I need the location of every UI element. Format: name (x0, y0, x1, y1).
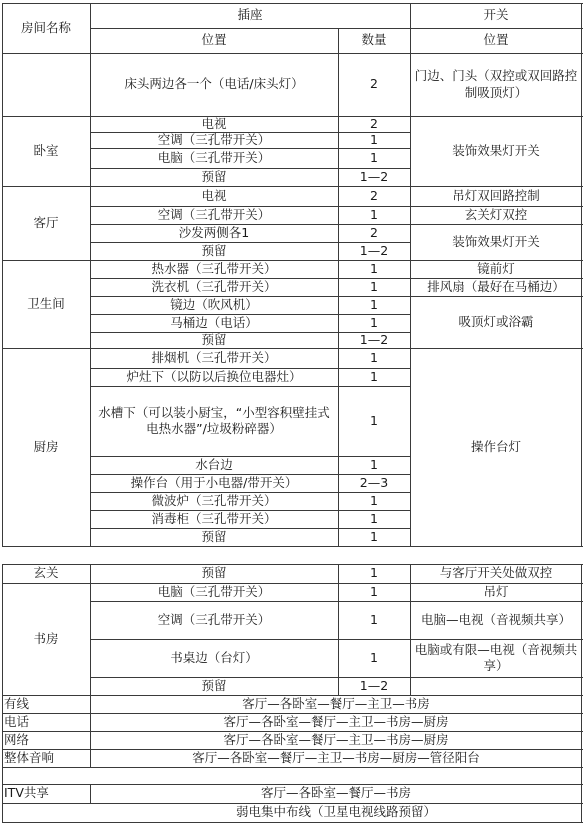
socket-position-cell: 沙发两侧各1 (178, 224, 250, 240)
socket-position-cell: 电视 (201, 115, 227, 131)
switch-kitchen-counter: 操作台灯 (470, 438, 521, 454)
wiring-label-audio: 整体音响 (4, 749, 55, 765)
socket-quantity-cell: 1 (370, 206, 378, 222)
socket-quantity-cell: 1 (370, 611, 378, 627)
wiring-route-cable: 客厅—各卧室—餐厅—主卫—书房 (242, 695, 430, 711)
socket-position-cell: 空调（三孔带开关） (157, 206, 271, 222)
header-room-name: 房间名称 (20, 19, 71, 35)
header-switch-position: 位置 (483, 32, 509, 48)
socket-quantity-cell: 1—2 (359, 677, 389, 693)
socket-quantity-cell: 1 (370, 456, 378, 472)
socket-position-cell: 床头两边各一个（电话/床头灯） (124, 76, 304, 92)
socket-position-cell: 预留 (201, 677, 227, 693)
room-bathroom: 卫生间 (27, 295, 65, 311)
wiring-route-network: 客厅—各卧室—餐厅—主卫—书房—厨房 (223, 731, 449, 747)
socket-quantity-cell: 1—2 (359, 242, 389, 258)
socket-quantity-cell: 1 (370, 649, 378, 665)
socket-position-cell: 预留 (201, 242, 227, 258)
socket-position-cell: 排烟机（三孔带开关） (151, 349, 277, 365)
switch-bath-fan: 排风扇（最好在马桶边） (427, 278, 565, 294)
footer-note: 弱电集中布线（卫星电视线路预留） (235, 804, 436, 820)
wiring-label-cable: 有线 (4, 695, 30, 711)
room-living: 客厅 (33, 214, 59, 230)
switch-living-entry: 玄关灯双控 (464, 206, 528, 222)
wiring-label-itv: ITV共享 (4, 785, 49, 801)
socket-quantity-cell: 1—2 (359, 168, 389, 184)
socket-position-cell: 电脑（三孔带开关） (157, 149, 271, 165)
socket-quantity-cell: 2—3 (359, 474, 389, 490)
socket-position-cell: 电脑（三孔带开关） (157, 583, 271, 599)
socket-quantity-cell: 2 (370, 115, 378, 131)
wiring-label-network: 网络 (4, 731, 30, 747)
socket-quantity-cell: 1 (370, 412, 378, 428)
socket-quantity-cell: 1 (370, 349, 378, 365)
socket-position-cell: 镜边（吹风机） (170, 296, 258, 312)
wiring-plan-table (2, 3, 582, 825)
wiring-route-itv: 客厅—各卧室—餐厅—书房 (260, 785, 411, 801)
socket-position-cell: 水槽下（可以装小厨宝，“小型容积壁挂式电热水器”/垃圾粉碎器） (98, 404, 330, 436)
socket-quantity-cell: 1 (370, 528, 378, 544)
socket-quantity-cell: 1 (370, 510, 378, 526)
switch-living-chandelier: 吊灯双回路控制 (452, 187, 540, 203)
socket-quantity-cell: 1 (370, 149, 378, 165)
socket-quantity-cell: 2 (370, 187, 378, 203)
socket-quantity-cell: 1 (370, 368, 378, 384)
socket-position-cell: 预留 (201, 168, 227, 184)
switch-study-chandelier: 吊灯 (483, 583, 509, 599)
socket-quantity-cell: 1—2 (359, 331, 389, 347)
switch-bath-mirror: 镜前灯 (477, 260, 515, 276)
socket-position-cell: 炉灶下（以防以后换位电器灶） (126, 368, 302, 384)
socket-quantity-cell: 1 (370, 492, 378, 508)
switch-living-deco: 装饰效果灯开关 (452, 233, 540, 249)
switch-entry-dual: 与客厅开关处做双控 (439, 565, 553, 581)
switch-bath-ceiling: 吸顶灯或浴霸 (458, 313, 534, 329)
socket-position-cell: 水台边 (195, 456, 233, 472)
socket-position-cell: 热水器（三孔带开关） (151, 260, 277, 276)
socket-position-cell: 电视 (201, 187, 227, 203)
wiring-route-phone: 客厅—各卧室—餐厅—主卫—书房—厨房 (223, 713, 449, 729)
socket-position-cell: 预留 (201, 331, 227, 347)
socket-position-cell: 微波炉（三孔带开关） (151, 492, 277, 508)
socket-position-cell: 消毒柜（三孔带开关） (151, 510, 277, 526)
room-bedroom: 卧室 (33, 142, 59, 158)
socket-quantity-cell: 2 (370, 224, 378, 240)
wiring-route-audio: 客厅—各卧室—餐厅—主卫—书房—厨房—管径阳台 (192, 749, 480, 765)
room-entry: 玄关 (33, 565, 59, 581)
socket-position-cell: 预留 (201, 565, 227, 581)
room-kitchen: 厨房 (33, 438, 59, 454)
switch-bedroom-head: 门边、门头（双控或双回路控制吸顶灯） (414, 68, 578, 100)
header-switch: 开关 (483, 7, 509, 23)
socket-position-cell: 洗衣机（三孔带开关） (151, 278, 277, 294)
socket-position-cell: 操作台（用于小电器/带开关） (130, 474, 298, 490)
header-position: 位置 (201, 32, 227, 48)
socket-quantity-cell: 1 (370, 314, 378, 330)
header-quantity: 数量 (361, 32, 387, 48)
socket-position-cell: 预留 (201, 528, 227, 544)
socket-quantity-cell: 1 (370, 131, 378, 147)
socket-position-cell: 空调（三孔带开关） (157, 131, 271, 147)
socket-quantity-cell: 1 (370, 565, 378, 581)
socket-position-cell: 书桌边（台灯） (170, 649, 258, 665)
switch-bedroom-deco: 装饰效果灯开关 (452, 142, 540, 158)
socket-quantity-cell: 1 (370, 296, 378, 312)
grid-line-h (2, 822, 583, 823)
wiring-label-phone: 电话 (4, 713, 30, 729)
socket-position-cell: 马桶边（电话） (170, 314, 258, 330)
switch-study-pc: 电脑—电视（音视频共享） (420, 611, 571, 627)
switch-study-desk: 电脑或有限—电视（音视频共享） (414, 641, 578, 673)
header-socket: 插座 (237, 7, 263, 23)
room-study: 书房 (33, 630, 59, 646)
socket-quantity-cell: 1 (370, 583, 378, 599)
socket-quantity-cell: 2 (370, 76, 378, 92)
socket-quantity-cell: 1 (370, 278, 378, 294)
socket-position-cell: 空调（三孔带开关） (157, 611, 271, 627)
socket-quantity-cell: 1 (370, 260, 378, 276)
